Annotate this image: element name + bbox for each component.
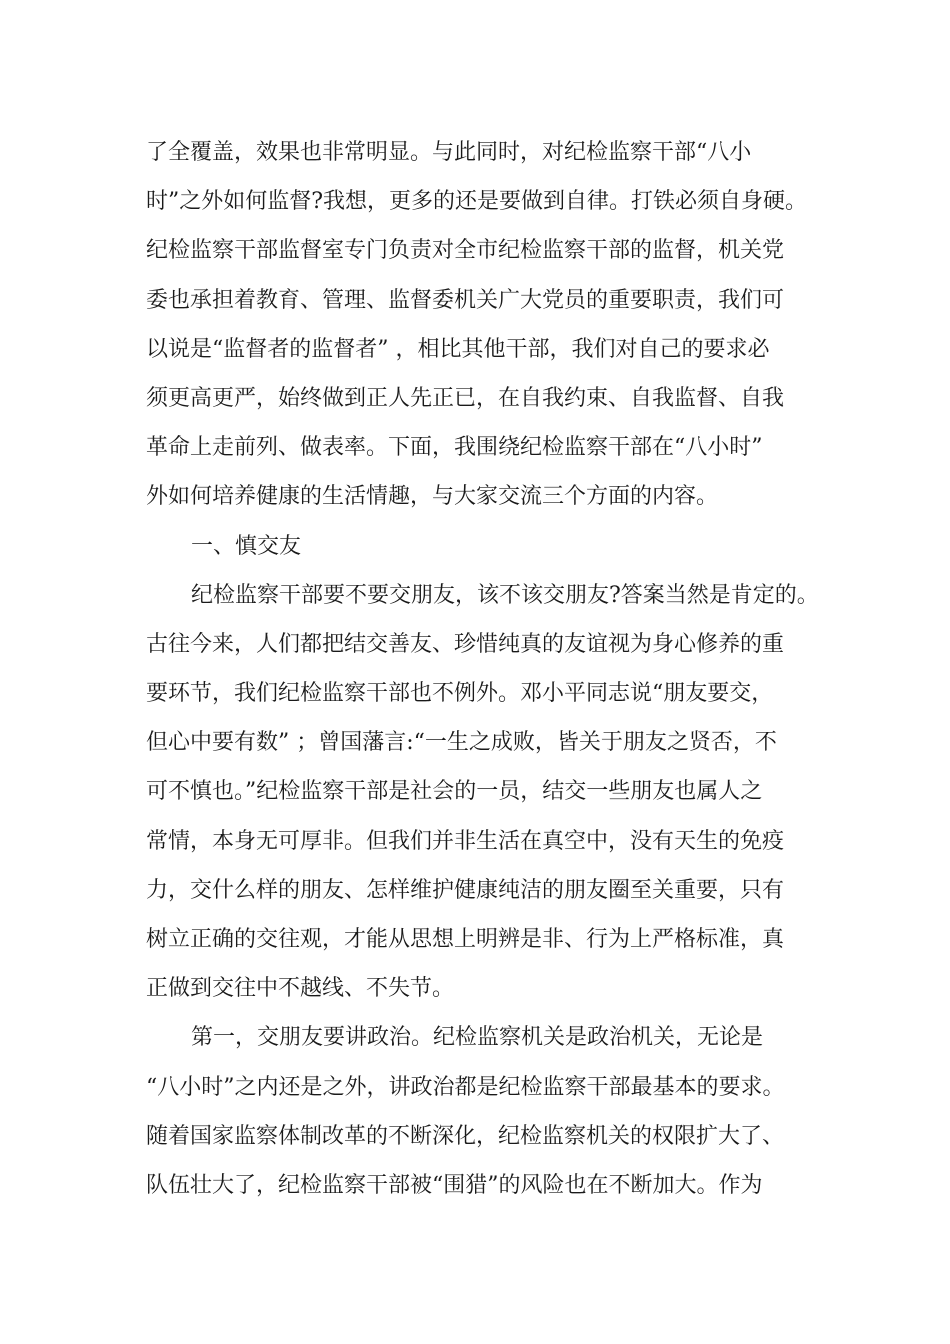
text-line: 正做到交往中不越线、不失节。 — [146, 976, 455, 1002]
text-line: 革命上走前列、做表率。下面，我围绕纪检监察干部在“八小时” — [146, 435, 763, 461]
text-line: 随着国家监察体制改革的不断深化，纪检监察机关的权限扩大了、 — [146, 1123, 785, 1149]
text-line: 古往今来，人们都把结交善友、珍惜纯真的友谊视为身心修养的重 — [146, 631, 785, 657]
text-line: 树立正确的交往观，才能从思想上明辨是非、行为上严格标准，真 — [146, 927, 785, 952]
text-line: 了全覆盖，效果也非常明显。与此同时，对纪检监察干部“八小 — [146, 140, 752, 165]
text-line: 可不慎也。”纪检监察干部是社会的一员，结交一些朋友也属人之 — [146, 779, 763, 805]
text-line: 纪检监察干部监督室专门负责对全市纪检监察干部的监督，机关党 — [146, 238, 785, 264]
text-line: 外如何培养健康的生活情趣，与大家交流三个方面的内容。 — [146, 484, 719, 510]
text-line: 第一，交朋友要讲政治。纪检监察机关是政治机关，无论是 — [191, 1025, 764, 1051]
text-line: 力，交什么样的朋友、怎样维护健康纯洁的朋友圈至关重要，只有 — [146, 877, 785, 903]
text-line: 常情，本身无可厚非。但我们并非生活在真空中，没有天生的免疫 — [146, 828, 785, 854]
text-line: 但心中要有数” ；曾国藩言:“一生之成败，皆关于朋友之贤否，不 — [146, 730, 777, 756]
text-line: 要环节，我们纪检监察干部也不例外。邓小平同志说“朋友要交， — [146, 681, 774, 707]
text-line: 纪检监察干部要不要交朋友，该不该交朋友?答案当然是肯定的。 — [191, 582, 819, 608]
text-line: “八小时”之内还是之外，讲政治都是纪检监察干部最基本的要求。 — [146, 1074, 785, 1100]
text-line: 委也承担着教育、管理、监督委机关广大党员的重要职责，我们可 — [146, 287, 785, 313]
text-line: 须更高更严，始终做到正人先正已，在自我约束、自我监督、自我 — [146, 385, 785, 411]
text-line: 时”之外如何监督?我想，更多的还是要做到自律。打铁必须自身硬。 — [146, 189, 808, 215]
text-line: 队伍壮大了，纪检监察干部被“围猎”的风险也在不断加大。作为 — [146, 1172, 763, 1198]
section-heading: 一、慎交友 — [191, 533, 302, 559]
body-text — [146, 128, 836, 1210]
text-line: 以说是“监督者的监督者” ，相比其他干部，我们对自己的要求必 — [146, 336, 770, 362]
